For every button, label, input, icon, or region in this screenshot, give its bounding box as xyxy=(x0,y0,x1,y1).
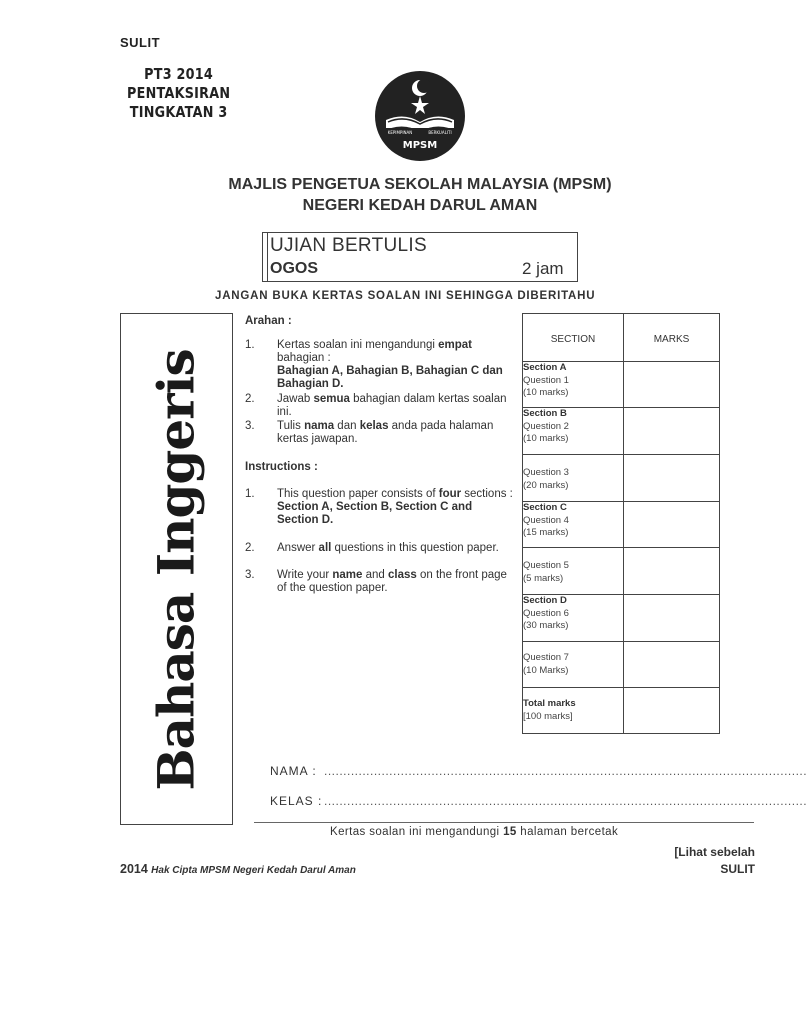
table-row xyxy=(523,595,720,642)
instruction-item xyxy=(245,488,513,540)
item-text xyxy=(277,393,513,419)
question-label: Question 4 xyxy=(523,514,569,526)
bold-text: nama xyxy=(304,420,335,432)
total-marks-label: [100 marks] xyxy=(523,710,573,722)
bold-text: empat xyxy=(438,339,472,351)
marks-label: (10 marks) xyxy=(523,387,569,398)
table-header-row xyxy=(523,314,720,362)
text: Jawab xyxy=(277,393,314,405)
text: Kertas soalan ini mengandungi xyxy=(277,339,439,351)
page-count: 15 xyxy=(503,826,517,838)
text: Write your xyxy=(277,569,333,581)
classification-label: SULIT xyxy=(120,35,161,50)
section-cell xyxy=(523,502,624,548)
arahan-heading: Arahan : xyxy=(245,315,292,327)
marks-entry-cell[interactable] xyxy=(624,455,720,502)
column-header-marks: MARKS xyxy=(624,314,720,362)
text: halaman bercetak xyxy=(516,826,619,838)
exam-series-title xyxy=(127,65,230,122)
exam-title: UJIAN BERTULIS xyxy=(270,235,427,256)
copyright-footer xyxy=(120,862,356,876)
marks-entry-cell[interactable] xyxy=(624,362,720,408)
total-cell xyxy=(523,688,624,734)
organization-state: NEGERI KEDAH DARUL AMAN xyxy=(302,197,538,214)
arahan-item xyxy=(245,339,513,391)
item-text xyxy=(277,488,513,527)
name-label: NAMA : xyxy=(270,764,317,778)
subject-title: Bahasa Inggeris xyxy=(146,349,206,791)
total-heading: Total marks xyxy=(523,698,576,709)
section-cell xyxy=(523,408,624,455)
exam-series-line: PENTAKSIRAN xyxy=(127,84,231,102)
question-label: Question 6 xyxy=(523,607,569,619)
instructions-heading: Instructions : xyxy=(245,461,318,473)
item-number: 2. xyxy=(245,542,255,554)
item-text xyxy=(277,569,513,595)
text: and xyxy=(362,569,389,581)
text: bahagian dalam kertas soalan ini. xyxy=(277,393,507,418)
bold-text: all xyxy=(318,542,332,554)
marks-entry-cell[interactable] xyxy=(624,548,720,595)
section-heading: Section D xyxy=(523,595,567,606)
bold-text: name xyxy=(332,569,363,581)
logo-motto-right: BERKUALITI xyxy=(428,130,452,135)
copyright-year: 2014 xyxy=(120,862,148,876)
section-cell xyxy=(523,642,624,688)
class-field[interactable]: .............................................................................................................................. xyxy=(324,794,807,808)
table-row xyxy=(523,642,720,688)
page-count-note xyxy=(330,826,618,838)
logo-text: MPSM xyxy=(402,140,438,151)
table-row xyxy=(523,408,720,455)
item-text xyxy=(277,542,513,555)
table-row xyxy=(523,502,720,548)
marks-label: (30 marks) xyxy=(523,620,569,631)
exam-series-line: PT3 2014 xyxy=(144,65,214,83)
marks-label: (15 marks) xyxy=(523,527,569,538)
see-next-page-label: [Lihat sebelah xyxy=(674,845,755,859)
marks-table xyxy=(522,313,720,734)
name-field[interactable]: .............................................................................................................................. xyxy=(324,764,807,778)
item-number: 1. xyxy=(245,488,255,500)
classification-label-bottom: SULIT xyxy=(720,862,755,876)
marks-entry-cell[interactable] xyxy=(624,642,720,688)
item-number: 3. xyxy=(245,569,255,581)
item-number: 1. xyxy=(245,339,255,351)
instruction-item xyxy=(245,542,513,568)
bold-text: semua xyxy=(313,393,350,405)
bold-text: class xyxy=(388,569,417,581)
text: This question paper consists of xyxy=(277,488,439,500)
divider xyxy=(254,822,754,823)
organization-name: MAJLIS PENGETUA SEKOLAH MALAYSIA (MPSM) xyxy=(228,176,612,193)
bold-text: Bahagian A, Bahagian B, Bahagian C dan Bahagian D. xyxy=(277,365,503,390)
arahan-item xyxy=(245,393,513,419)
table-row xyxy=(523,362,720,408)
text: questions in this question paper. xyxy=(331,542,499,554)
section-heading: Section C xyxy=(523,502,567,513)
arahan-item xyxy=(245,420,513,446)
text: Kertas soalan ini mengandungi xyxy=(330,826,504,838)
section-heading: Section A xyxy=(523,362,567,373)
question-label: Question 1 xyxy=(523,374,569,386)
section-cell xyxy=(523,362,624,408)
question-label: Question 2 xyxy=(523,420,569,432)
section-cell xyxy=(523,455,624,502)
marks-label: (5 marks) xyxy=(523,572,564,584)
bold-text: four xyxy=(438,488,462,500)
item-number: 3. xyxy=(245,420,255,432)
exam-series-line: TINGKATAN 3 xyxy=(129,103,228,121)
section-heading: Section B xyxy=(523,408,567,419)
exam-month: OGOS xyxy=(270,260,319,277)
marks-entry-cell[interactable] xyxy=(624,595,720,642)
marks-entry-cell[interactable] xyxy=(624,408,720,455)
item-text xyxy=(277,339,513,391)
column-header-section: SECTION xyxy=(523,314,624,362)
question-label: Question 3 xyxy=(523,467,569,478)
bold-text: Section A, Section B, Section C and Section D. xyxy=(277,501,473,526)
question-label: Question 7 xyxy=(523,652,569,663)
section-cell xyxy=(523,548,624,595)
total-marks-entry-cell[interactable] xyxy=(624,688,720,734)
item-text xyxy=(277,420,513,446)
table-row xyxy=(523,548,720,595)
text: on the front page of the question paper. xyxy=(277,569,507,594)
section-cell xyxy=(523,595,624,642)
mpsm-logo-icon xyxy=(374,70,466,162)
marks-label: (10 Marks) xyxy=(523,664,569,676)
item-number: 2. xyxy=(245,393,255,405)
instruction-item xyxy=(245,569,513,595)
table-row-total xyxy=(523,688,720,734)
text: bahagian : xyxy=(277,352,331,364)
logo-motto-left: KEPIMPINAN xyxy=(387,130,413,135)
text: Tulis xyxy=(277,420,305,432)
table-row xyxy=(523,455,720,502)
bold-text: kelas xyxy=(359,420,389,432)
marks-entry-cell[interactable] xyxy=(624,502,720,548)
marks-label: (10 marks) xyxy=(523,433,569,444)
question-label: Question 5 xyxy=(523,560,569,571)
text: dan xyxy=(334,420,360,432)
exam-duration: 2 jam xyxy=(522,259,564,278)
marks-label: (20 marks) xyxy=(523,479,569,491)
text: sections : xyxy=(461,488,513,500)
class-label: KELAS : xyxy=(270,794,323,808)
copyright-text: Hak Cipta MPSM Negeri Kedah Darul Aman xyxy=(151,865,356,876)
do-not-open-warning: JANGAN BUKA KERTAS SOALAN INI SEHINGGA DIBERITAHU xyxy=(215,290,596,302)
text: Answer xyxy=(277,542,319,554)
text: anda pada halaman kertas jawapan. xyxy=(277,420,494,445)
